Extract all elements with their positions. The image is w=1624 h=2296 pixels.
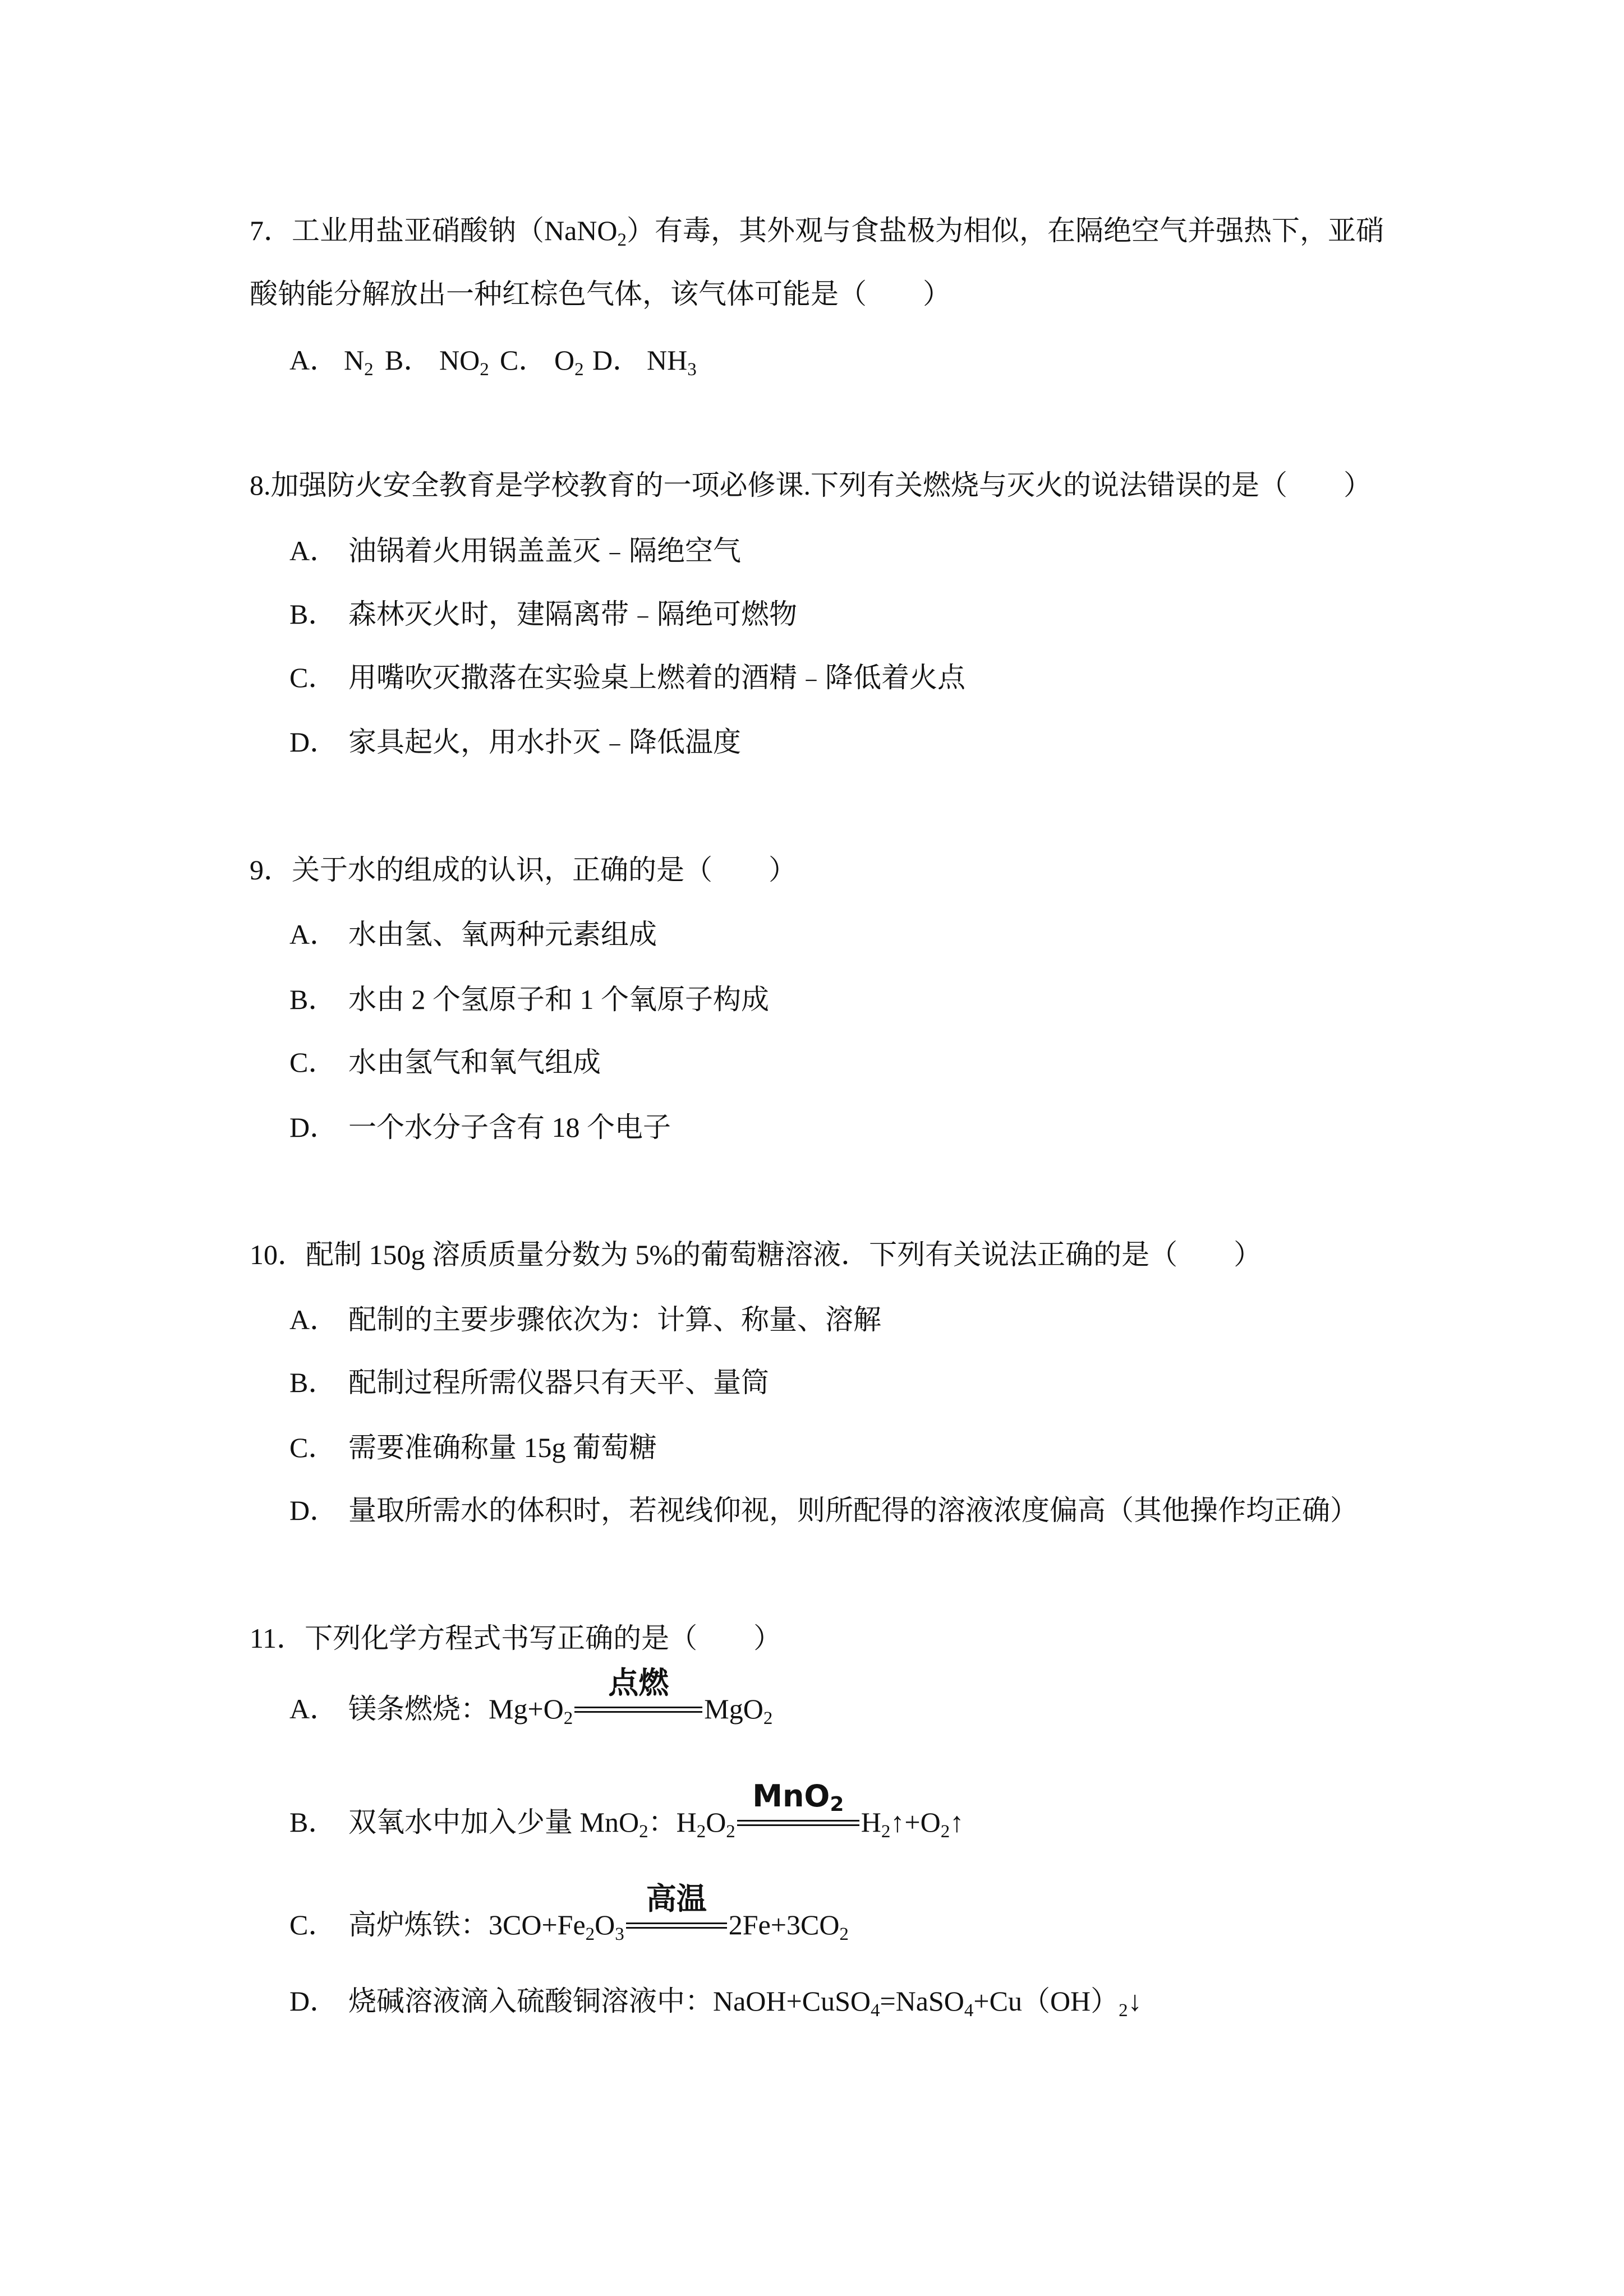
option-b xyxy=(385,343,489,379)
option-c xyxy=(289,1431,657,1464)
option-label: B． xyxy=(289,1367,337,1398)
option-d xyxy=(289,1984,1142,2021)
stem-text: 酸钠能分解放出一种红棕色气体，该气体可能是（ ） xyxy=(250,278,951,310)
option-b xyxy=(289,597,797,631)
option-label: D． xyxy=(289,726,338,758)
option-d xyxy=(289,1110,671,1144)
option-text: 水由 2 个氢原子和 1 个氧原子构成 xyxy=(348,984,769,1015)
subscript: 3 xyxy=(615,1924,624,1944)
reaction-condition xyxy=(737,1778,859,1839)
formula: N xyxy=(344,344,365,376)
double-equals-line xyxy=(737,1820,859,1826)
equation-products: H xyxy=(861,1806,881,1838)
option-label: C． xyxy=(289,662,337,693)
stem-text: ）有毒，其外观与食盐极为相似，在隔绝空气并强热下，亚硝 xyxy=(627,215,1384,246)
option-c xyxy=(289,1881,849,1944)
catalyst-formula: MnO xyxy=(752,1778,830,1814)
equation-reactants: H xyxy=(676,1806,697,1838)
option-label: C． xyxy=(289,1046,337,1078)
option-label: A． xyxy=(289,1693,338,1725)
option-b xyxy=(289,983,769,1016)
option-label: A． xyxy=(289,344,338,376)
option-description: 双氧水中加入少量 MnO xyxy=(348,1806,640,1838)
option-a xyxy=(289,534,741,568)
equation-reactants: O xyxy=(595,1909,615,1940)
equation-part: NaOH+CuSO xyxy=(713,1985,871,2017)
option-label: C． xyxy=(500,344,547,376)
option-text: 量取所需水的体积时，若视线仰视，则所配得的溶液浓度偏高（其他操作均正确） xyxy=(348,1495,1358,1526)
question-stem xyxy=(250,214,1384,250)
option-text: 一个水分子含有 18 个电子 xyxy=(348,1112,671,1143)
double-equals-line xyxy=(574,1707,702,1713)
option-label: C． xyxy=(289,1909,337,1940)
option-text: 配制过程所需仪器只有天平、量筒 xyxy=(348,1367,769,1398)
formula: O xyxy=(554,344,575,376)
subscript: 4 xyxy=(964,2000,974,2021)
option-label: C． xyxy=(289,1432,337,1463)
subscript: 2 xyxy=(364,359,374,380)
option-text: 需要准确称量 15g 葡萄糖 xyxy=(348,1432,657,1463)
subscript: 2 xyxy=(1119,2000,1128,2021)
subscript: 2 xyxy=(881,1822,891,1842)
subscript: 2 xyxy=(696,1822,706,1842)
subscript: 2 xyxy=(585,1924,595,1944)
subscript: 2 xyxy=(726,1822,735,1842)
option-label: D． xyxy=(592,344,641,376)
option-b xyxy=(289,1778,964,1842)
reaction-condition xyxy=(574,1665,702,1726)
option-label: A． xyxy=(289,1304,338,1335)
subscript: 2 xyxy=(574,359,584,380)
option-a xyxy=(289,343,374,379)
option-description: 高炉炼铁： xyxy=(348,1909,489,1940)
condition-label: 高温 xyxy=(646,1881,707,1916)
question-stem: 11．下列化学方程式书写正确的是（ ） xyxy=(250,1622,782,1654)
equation-reactants: Mg+O xyxy=(489,1693,564,1725)
option-text: 用嘴吹灭撒落在实验桌上燃着的酒精﹣降低着火点 xyxy=(348,662,965,693)
option-a xyxy=(289,1303,881,1336)
formula: NO xyxy=(439,344,480,376)
equation-reactants: O xyxy=(706,1806,726,1838)
option-text: 水由氢、氧两种元素组成 xyxy=(348,919,657,950)
option-c xyxy=(500,343,584,379)
option-label: B． xyxy=(289,1806,337,1838)
option-label: D． xyxy=(289,1112,338,1143)
condition-label xyxy=(726,1779,871,1815)
subscript: 2 xyxy=(830,1793,844,1816)
option-a xyxy=(289,1665,773,1728)
option-label: B． xyxy=(289,984,337,1015)
subscript: 4 xyxy=(870,2000,880,2021)
option-text: 水由氢气和氧气组成 xyxy=(348,1046,601,1078)
equation-part: +Cu（OH） xyxy=(973,1985,1119,2017)
subscript: 2 xyxy=(940,1822,950,1842)
gas-arrow: ↑ xyxy=(950,1806,964,1838)
option-text: 森林灭火时，建隔离带﹣隔绝可燃物 xyxy=(348,598,797,630)
equation-products: 2Fe+3CO xyxy=(728,1909,840,1940)
option-b xyxy=(289,1366,769,1399)
option-label: B． xyxy=(385,344,432,376)
subscript: 2 xyxy=(563,1708,573,1728)
reaction-condition xyxy=(626,1881,727,1942)
subscript: 2 xyxy=(617,230,627,250)
question-stem-continued xyxy=(250,277,951,311)
option-description: 烧碱溶液滴入硫酸铜溶液中： xyxy=(348,1985,713,2017)
option-label: D． xyxy=(289,1495,338,1526)
equation-reactants: 3CO+Fe xyxy=(489,1909,586,1940)
subscript: 2 xyxy=(639,1822,648,1842)
precipitate-arrow: ↓ xyxy=(1128,1985,1142,2017)
option-d xyxy=(289,1493,1358,1527)
option-c xyxy=(289,1045,601,1079)
question-stem: 9．关于水的组成的认识，正确的是（ ） xyxy=(250,854,797,886)
double-equals-line xyxy=(626,1922,727,1929)
question-stem: 10．配制 150g 溶质质量分数为 5%的葡萄糖溶液．下列有关说法正确的是（ ） xyxy=(250,1239,1262,1270)
option-label: D． xyxy=(289,1985,338,2017)
question-stem: 8.加强防火安全教育是学校教育的一项必修课.下列有关燃烧与灭火的说法错误的是（ ） xyxy=(250,469,1372,501)
option-c xyxy=(289,661,965,694)
condition-label: 点燃 xyxy=(608,1665,669,1700)
subscript: 3 xyxy=(687,359,697,380)
equation-part: =NaSO xyxy=(880,1985,964,2017)
subscript: 2 xyxy=(480,359,489,380)
option-text: 油锅着火用锅盖盖灭﹣隔绝空气 xyxy=(348,535,741,566)
subscript: 2 xyxy=(839,1924,849,1944)
subscript: 2 xyxy=(763,1708,773,1728)
option-a xyxy=(289,918,657,951)
option-label: B． xyxy=(289,598,337,630)
option-text: 家具起火，用水扑灭﹣降低温度 xyxy=(348,726,741,758)
option-description: ： xyxy=(648,1806,677,1838)
formula: NH xyxy=(647,344,688,376)
equation-products: ↑+O xyxy=(890,1806,941,1838)
option-description: 镁条燃烧： xyxy=(348,1693,489,1725)
stem-text: 7．工业用盐亚硝酸钠（NaNO xyxy=(250,215,618,246)
option-label: A． xyxy=(289,919,338,950)
option-d xyxy=(289,725,741,759)
option-d xyxy=(592,343,697,379)
option-text: 配制的主要步骤依次为：计算、称量、溶解 xyxy=(348,1304,881,1335)
option-row xyxy=(0,343,1624,380)
equation-products: MgO xyxy=(704,1693,763,1725)
option-label: A． xyxy=(289,535,338,566)
